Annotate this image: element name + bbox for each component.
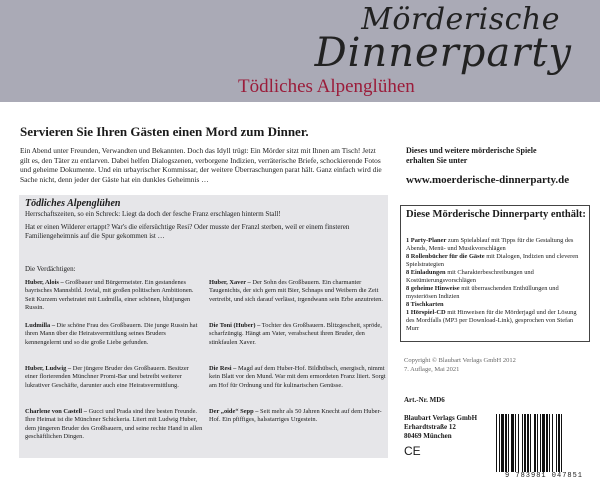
website-url[interactable]: www.moerderische-dinnerparty.de xyxy=(406,174,570,186)
story-line-1: Herrschaftszeiten, so ein Schreck: Liegt da doch der fesche Franz erschlagen hinterm Stall! xyxy=(25,210,281,218)
barcode-icon xyxy=(494,414,594,472)
suspect-name: Die Resi – xyxy=(209,365,237,372)
suspect-desc: Großbauer und Bürgermeister. Ein gestandenes bayrisches Mannsbild. Jovial, mit großen politischen Ambitionen. Seit Kurzem verheiratet mit Ludmilla, einer schönen, blutjungen Russin. xyxy=(25,279,194,311)
game-subtitle: Tödliches Alpenglühen xyxy=(238,76,415,97)
suspect-desc: Die schöne Frau des Großbauern. Die junge Russin hat ihren Mann über die Heiratsvermittlung seines Bruders kennengelernt und so die große Liebe gefunden. xyxy=(25,322,198,346)
story-line-2: Hat er einen Wilderer ertappt? War's die eifersüchtige Resi? Oder musste der Franzl sterben, weil er einem finsteren Familiengeheimnis auf die Spur gekommen ist … xyxy=(25,223,350,241)
header-banner xyxy=(0,0,600,102)
story-title: Tödliches Alpenglühen xyxy=(25,198,121,209)
suspect-desc: Seit mehr als 50 Jahren Knecht auf dem Huber-Hof. Ein pfiffiges, halsstarriges Urgestein. xyxy=(209,408,382,424)
suspect-xaver xyxy=(209,279,387,304)
suspect-name: Huber, Alois – xyxy=(25,279,64,286)
publisher-city: 80469 München xyxy=(404,432,452,441)
more-games-line-2: erhalten Sie unter xyxy=(406,156,468,166)
brand-line-2: Dinnerparty xyxy=(314,30,572,76)
suspect-desc: Magd auf dem Huber-Hof. Bildhübsch, energisch, nimmt kein Blatt vor den Mund. War mit dem ermordeten Franz liiert. Sorgt am Hof für Ordnung und für kulinarischen Genüsse. xyxy=(209,365,386,389)
contents-item: 1 Party-Planer zum Spielablauf mit Tipps für die Gestaltung des Abends, Menü- und Musikvorschlägen xyxy=(406,237,574,252)
more-games-text xyxy=(406,146,537,167)
suspect-name: Huber, Ludwig – xyxy=(25,365,72,372)
brand-line-1: Mörderische xyxy=(361,2,560,37)
copyright-text: Copyright © Blaubart Verlags GmbH 2012 xyxy=(404,357,516,364)
contents-title: Diese Mörderische Dinnerparty enthält: xyxy=(406,209,586,220)
ce-mark-icon: CE xyxy=(404,444,421,458)
suspect-desc: Der jüngere Bruder des Großbauern. Besitzer einer florierenden Münchner Promi-Bar und betreibt weiterer lukrativer Geschäfte, darunter auch eine Heiratsvermittlung. xyxy=(25,365,189,389)
story-lines xyxy=(25,210,383,245)
contents-box xyxy=(400,205,590,342)
edition-text: 7. Auflage, Mai 2021 xyxy=(404,366,460,374)
suspect-name: Charlene von Castell – xyxy=(25,408,87,415)
article-number: Art.-Nr. MD6 xyxy=(404,396,445,404)
contents-item: 8 Tischkarten xyxy=(406,301,444,308)
suspect-ludmilla xyxy=(25,322,203,347)
suspect-ludwig xyxy=(25,365,203,390)
suspect-name: Ludmilla – xyxy=(25,322,56,329)
contents-item: 8 geheime Hinweise mit überraschenden Enthüllungen und mysteriösen Indizien xyxy=(406,285,559,300)
suspect-desc: Gucci und Prada sind ihre besten Freunde. Ihre Heimat ist die Münchner Schickeria. Liiert mit Ludwig Huber, dem jüngeren Bruder des Großbauern, und seine rechte Hand in allen geschäftlichen Dingen. xyxy=(25,408,203,440)
copyright-block xyxy=(404,356,516,374)
suspect-charlene xyxy=(25,408,203,441)
more-games-line-1: Dieses und weitere mörderische Spiele xyxy=(406,146,537,155)
suspect-desc: Der Sohn des Großbauern. Ein charmanter Taugenichts, der sich gern mit Bier, Schnaps und Weibern die Zeit vertreibt, und sich darauf verlässt, irgendwann sein Erbe anzutreten. xyxy=(209,279,383,303)
suspects-heading: Die Verdächtigen: xyxy=(25,265,76,273)
intro-text: Ein Abend unter Freunden, Verwandten und Bekannten. Doch das Idyll trügt: Ein Mörder sitzt mit Ihnen am Tisch! Jetzt gilt es, den Täter zu entlarven. Dabei helfen Dialogszenen, verborgene Indizien, verräterische Briefe, schockierende Fotos und geheime Dokumente. Und ein urbayrischer Kommissar, der weitere Überraschungen parat hält. Ganz einfach wird die Sache nicht, denn jeder der Gäste hat ein dunkles Geheimnis … xyxy=(20,146,382,184)
publisher-address xyxy=(404,414,477,441)
suspect-name: Huber, Xaver – xyxy=(209,279,251,286)
suspect-desc: Tochter des Großbauern. Blitzgescheit, spröde, scharfzüngig. Hängt am Vater, verabscheut ihren Bruder, den stinkfaulen Xaver. xyxy=(209,322,382,346)
suspect-name: Der „oide“ Sepp – xyxy=(209,408,259,415)
intro-heading: Servieren Sie Ihren Gästen einen Mord zum Dinner. xyxy=(20,124,309,139)
contents-item: 8 Einladungen mit Charakterbeschreibungen und Kostümierungsvorschlägen xyxy=(406,269,534,284)
contents-item: 1 Hörspiel-CD mit Hinweisen für die Mörderjagd und der Lösung des Mordfalls (MP3 per Download-Link), gesprochen von Stefan Murr xyxy=(406,309,577,332)
contents-item: 8 Rollenbücher für die Gäste mit Dialogen, Indizien und cleveren Spielstrategien xyxy=(406,253,579,268)
suspect-name: Die Toni (Huber) – xyxy=(209,322,261,329)
suspect-toni xyxy=(209,322,387,347)
publisher-name: Blaubart Verlags GmbH xyxy=(404,414,478,422)
publisher-street: Erhardtstraße 12 xyxy=(404,423,456,432)
story-box xyxy=(19,195,388,458)
suspect-alois xyxy=(25,279,203,312)
contents-list xyxy=(406,237,586,333)
suspect-resi xyxy=(209,365,387,390)
suspect-sepp xyxy=(209,408,387,425)
barcode-number: 9 783981 047851 xyxy=(504,472,583,480)
